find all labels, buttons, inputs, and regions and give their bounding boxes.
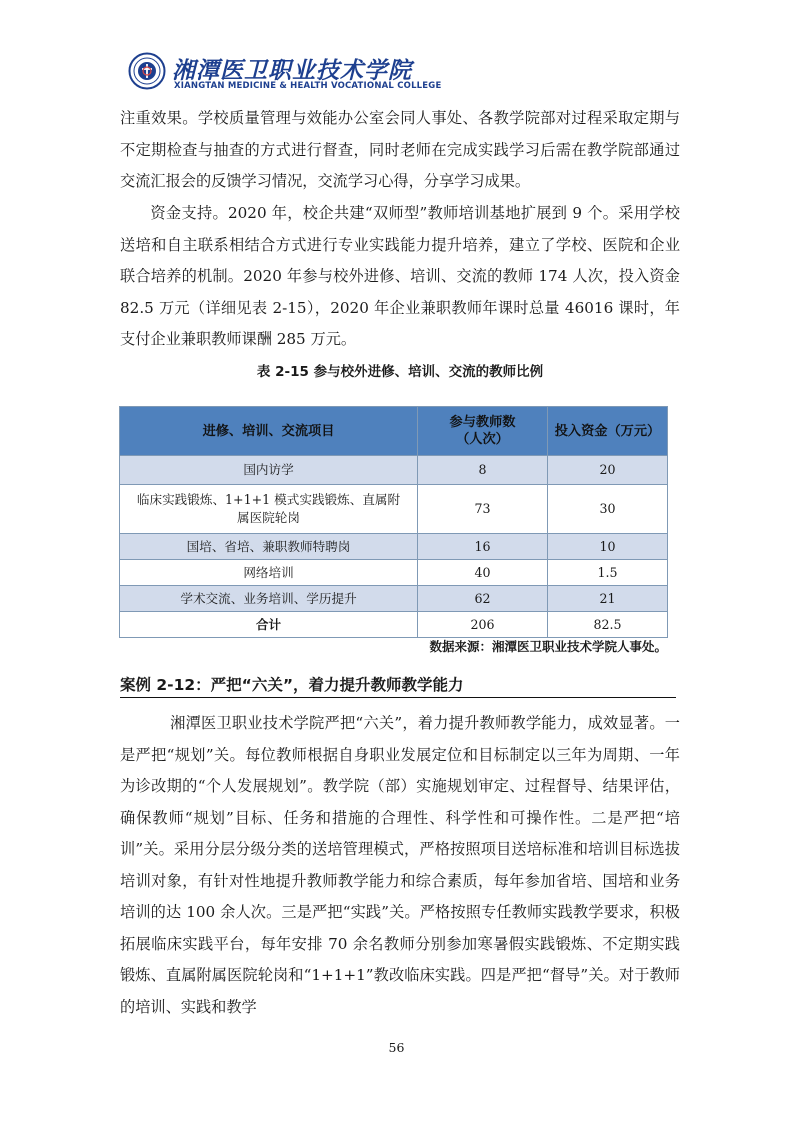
college-emblem-icon xyxy=(128,52,166,90)
table-row xyxy=(120,586,668,612)
column-header: 进修、培训、交流项目 xyxy=(120,407,418,456)
table-cell: 16 xyxy=(418,534,548,560)
table-cell: 40 xyxy=(418,560,548,586)
case-title-underline xyxy=(120,697,676,698)
table-cell: 学术交流、业务培训、学历提升 xyxy=(120,586,418,612)
header-logo xyxy=(128,52,442,94)
table-total-row xyxy=(120,612,668,638)
table-cell: 8 xyxy=(418,456,548,485)
table-cell: 73 xyxy=(418,485,548,534)
table-cell: 国培、省培、兼职教师特聘岗 xyxy=(120,534,418,560)
table-header-row xyxy=(120,407,668,456)
table-cell: 网络培训 xyxy=(120,560,418,586)
page-number: 56 xyxy=(388,1040,405,1055)
case-title: 案例 2-12：严把“六关”，着力提升教师教学能力 xyxy=(120,676,464,694)
column-header: 参与教师数 （人次） xyxy=(418,407,548,456)
school-name-cn: 湘潭医卫职业技术学院 xyxy=(172,57,412,84)
table-cell: 82.5 xyxy=(548,612,668,638)
paragraph-effect: 注重效果。学校质量管理与效能办公室会同人事处、各教学院部对过程采取定期与不定期检查与抽查的方式进行督查，同时老师在完成实践学习后需在教学院部通过交流汇报会的反馈学习情况，交流学习心得，分享学习成果。 xyxy=(120,109,680,190)
table-cell: 1.5 xyxy=(548,560,668,586)
table-cell: 30 xyxy=(548,485,668,534)
table-cell: 10 xyxy=(548,534,668,560)
table-cell: 21 xyxy=(548,586,668,612)
table-cell: 20 xyxy=(548,456,668,485)
table-row xyxy=(120,456,668,485)
paragraph-case: 湘潭医卫职业技术学院严把“六关”，着力提升教师教学能力，成效显著。一是严把“规划”关。每位教师根据自身职业发展定位和目标制定以三年为周期、一年为诊改期的“个人发展规划”。教学院（部）实施规划审定、过程督导、结果评估，确保教师“规划”目标、任务和措施的合理性、科学性和可操作性。二是严把“培训”关。采用分层分级分类的送培管理模式，严格按照项目送培标准和培训目标选拔培训对象，有针对性地提升教师教学能力和综合素质，每年参加省培、国培和业务培训的达 100 余人次。三是严把“实践”关。严格按照专任教师实践教学要求，积极拓展临床实践平台，每年安排 70 余名教师分别参加寒暑假实践锻炼、不定期实践锻炼、直属附属医院轮岗和“1+1+1”教改临床实践。四是严把“督导”关。对于教师的培训、实践和教学 xyxy=(120,714,680,1016)
paragraph-funding: 资金支持。2020 年，校企共建“双师型”教师培训基地扩展到 9 个。采用学校送培和自主联系相结合方式进行专业实践能力提升培养，建立了学校、医院和企业联合培养的机制。2020 年参与校外进修、培训、交流的教师 174 人次，投入资金 82.5 万元（详细见表 2-15），2020 年企业兼职教师年课时总量 46016 课时，年支付企业兼职教师课酬 285 万元。 xyxy=(120,204,680,348)
table-row xyxy=(120,560,668,586)
table-cell: 206 xyxy=(418,612,548,638)
table-cell: 临床实践锻炼、1+1+1 模式实践锻炼、直属附属医院轮岗 xyxy=(120,485,418,534)
table-cell: 国内访学 xyxy=(120,456,418,485)
table-row xyxy=(120,534,668,560)
data-source-note: 数据来源：湘潭医卫职业技术学院人事处。 xyxy=(429,639,667,654)
table-cell: 62 xyxy=(418,586,548,612)
teacher-training-table xyxy=(119,406,668,638)
table-row xyxy=(120,485,668,534)
school-name-en: XIANGTAN MEDICINE & HEALTH VOCATIONAL COLLEGE xyxy=(174,81,442,91)
table-cell: 合计 xyxy=(120,612,418,638)
column-header: 投入资金（万元） xyxy=(548,407,668,456)
table-caption: 表 2-15 参与校外进修、培训、交流的教师比例 xyxy=(256,364,544,380)
